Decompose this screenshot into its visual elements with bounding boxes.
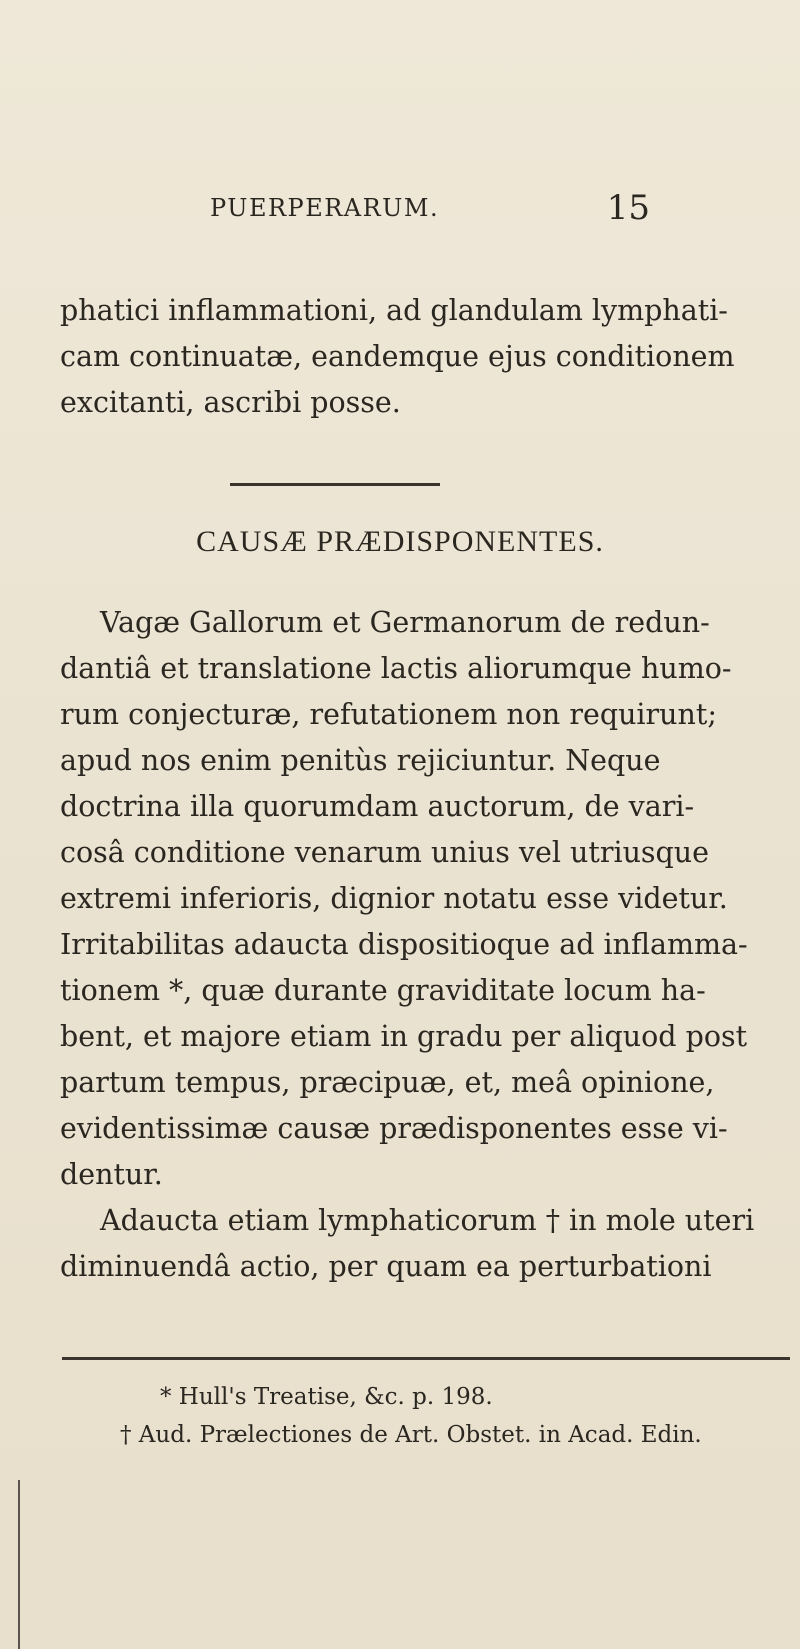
section-heading: CAUSÆ PRÆDISPONENTES. bbox=[196, 525, 604, 558]
footnote-hull: * Hull's Treatise, &c. p. 198. bbox=[160, 1384, 493, 1410]
page-number: 15 bbox=[606, 188, 650, 228]
paragraph-continued bbox=[60, 288, 795, 426]
text-line: evidentissimæ causæ prædisponentes esse vi- bbox=[60, 1112, 728, 1145]
text-line: extremi inferioris, dignior notatu esse videtur. bbox=[60, 882, 728, 915]
running-head bbox=[210, 190, 650, 230]
text-line: Vagæ Gallorum et Germanorum de redun- bbox=[100, 606, 710, 639]
text-line: doctrina illa quorumdam auctorum, de vari- bbox=[60, 790, 695, 823]
page-edge-mark bbox=[18, 1480, 20, 1649]
text-line: dentur. bbox=[60, 1158, 163, 1191]
text-line: excitanti, ascribi posse. bbox=[60, 386, 401, 419]
text-line: bent, et majore etiam in gradu per aliquod post bbox=[60, 1020, 748, 1053]
footnote-praelectiones: † Aud. Prælectiones de Art. Obstet. in Acad. Edin. bbox=[120, 1422, 702, 1448]
text-line: cam continuatæ, eandemque ejus conditionem bbox=[60, 340, 735, 373]
section-divider bbox=[230, 483, 440, 486]
paragraph-main bbox=[60, 600, 795, 1290]
text-line: Adaucta etiam lymphaticorum † in mole uteri bbox=[100, 1204, 755, 1237]
text-line: rum conjecturæ, refutationem non requirunt; bbox=[60, 698, 717, 731]
running-title: PUERPERARUM. bbox=[210, 194, 440, 222]
footnotes bbox=[60, 1378, 795, 1454]
text-line: cosâ conditione venarum unius vel utriusque bbox=[60, 836, 710, 869]
text-line: phatici inflammationi, ad glandulam lymphati- bbox=[60, 294, 728, 327]
text-line: tionem *, quæ durante graviditate locum ha- bbox=[60, 974, 706, 1007]
text-line: apud nos enim penitùs rejiciuntur. Neque bbox=[60, 744, 661, 777]
text-line: Irritabilitas adaucta dispositioque ad inflamma- bbox=[60, 928, 748, 961]
text-line: diminuendâ actio, per quam ea perturbationi bbox=[60, 1250, 712, 1283]
text-line: partum tempus, præcipuæ, et, meâ opinione, bbox=[60, 1066, 715, 1099]
text-line: dantiâ et translatione lactis aliorumque humo- bbox=[60, 652, 732, 685]
footnote-divider bbox=[62, 1357, 790, 1360]
